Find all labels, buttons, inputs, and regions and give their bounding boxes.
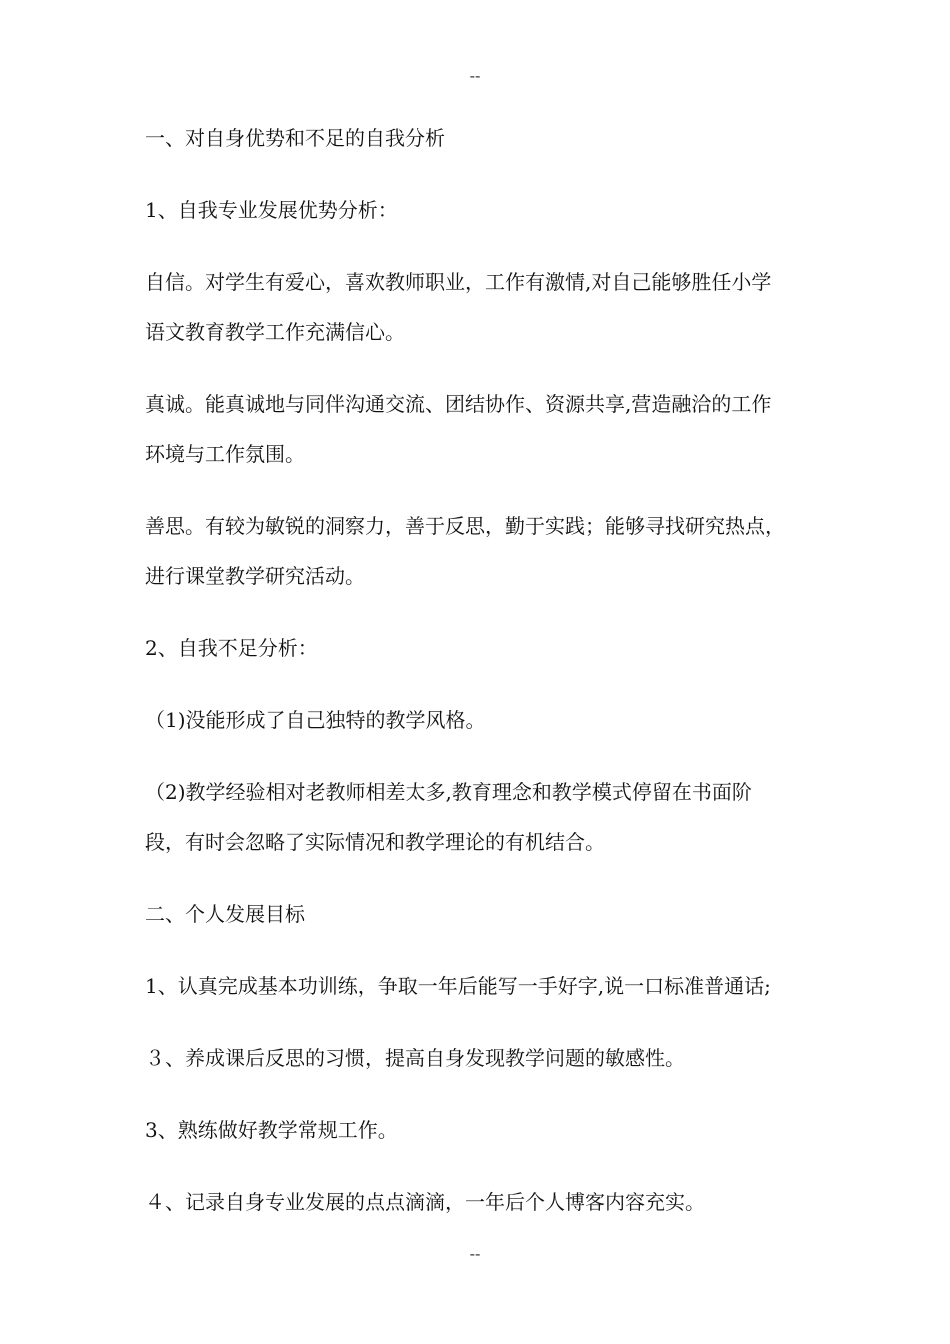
section-2-heading: 二、个人发展目标 [145,902,305,926]
paragraph-reflection-line-2: 进行课堂教学研究活动。 [145,564,365,588]
section-1-heading: 一、对自身优势和不足的自我分析 [145,126,445,150]
paragraph-confidence-line-2: 语文教育教学工作充满信心。 [145,320,405,344]
goal-item-1: 1、认真完成基本功训练，争取一年后能写一手好字,说一口标准普通话; [145,974,771,998]
goal-item-2: ３、养成课后反思的习惯，提高自身发现教学问题的敏感性。 [145,1046,685,1070]
subsection-2-heading: 2、自我不足分析： [145,636,318,660]
page-header-marker: -- [469,66,481,85]
weakness-item-2-line-1: （2)教学经验相对老教师相差太多,教育理念和教学模式停留在书面阶 [145,780,752,804]
page-footer-marker: -- [469,1244,481,1263]
weakness-item-1: （1)没能形成了自己独特的教学风格。 [145,708,486,732]
goal-item-4: ４、记录自身专业发展的点点滴滴，一年后个人博客内容充实。 [145,1190,705,1214]
paragraph-sincerity-line-2: 环境与工作氛围。 [145,442,305,466]
goal-item-3: 3、熟练做好教学常规工作。 [145,1118,398,1142]
paragraph-confidence-line-1: 自信。对学生有爱心，喜欢教师职业，工作有激情,对自己能够胜任小学 [145,270,772,294]
weakness-item-2-line-2: 段，有时会忽略了实际情况和教学理论的有机结合。 [145,830,605,854]
subsection-1-heading: 1、自我专业发展优势分析： [145,198,398,222]
paragraph-reflection-line-1: 善思。有较为敏锐的洞察力，善于反思，勤于实践；能够寻找研究热点， [145,514,785,538]
paragraph-sincerity-line-1: 真诚。能真诚地与同伴沟通交流、团结协作、资源共享,营造融洽的工作 [145,392,772,416]
